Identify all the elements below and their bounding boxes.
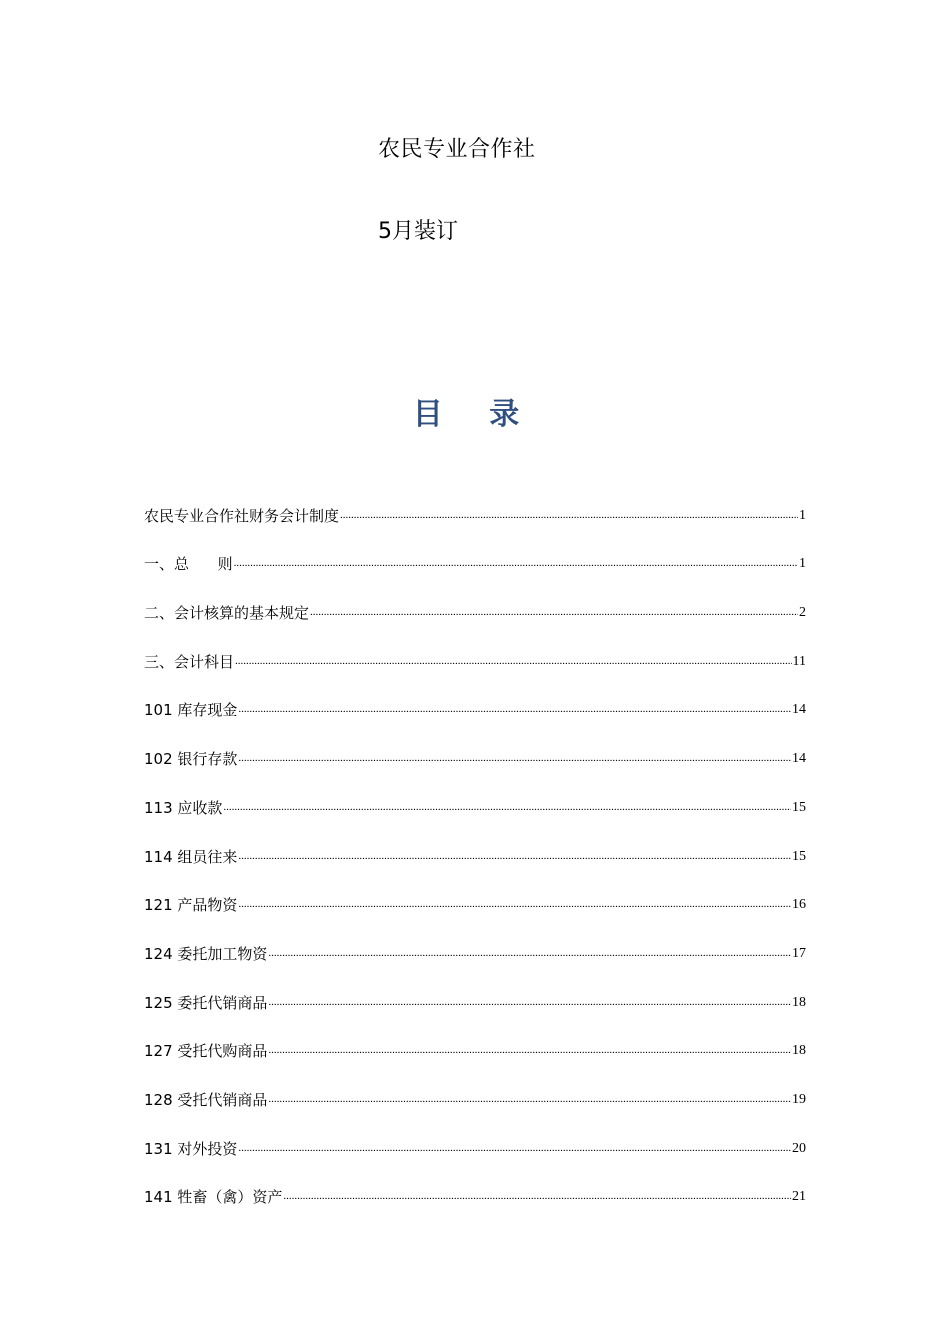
toc-leader-dots	[238, 846, 791, 866]
toc-entry-label: 113 应收款	[144, 798, 223, 817]
toc-entry-label: 101 库存现金	[144, 701, 238, 720]
toc-leader-dots	[235, 651, 792, 671]
toc-entry-page: 17	[792, 945, 806, 961]
toc-entry-label: 二、会计核算的基本规定	[144, 604, 310, 623]
toc-entry-page: 1	[799, 507, 806, 523]
toc-entry[interactable]	[144, 967, 806, 1016]
toc-leader-dots	[268, 992, 791, 1012]
toc-entry[interactable]	[144, 1064, 806, 1113]
toc-entry-page: 15	[792, 848, 806, 864]
toc-entry[interactable]	[144, 870, 806, 919]
toc-entry-page: 20	[792, 1140, 806, 1156]
toc-leader-dots	[310, 602, 798, 622]
toc-entry[interactable]	[144, 821, 806, 870]
toc-entry-page: 14	[792, 751, 806, 767]
toc-entry[interactable]	[144, 772, 806, 821]
toc-entry-page: 21	[792, 1189, 806, 1205]
toc-entry[interactable]	[144, 626, 806, 675]
toc-entry[interactable]	[144, 1113, 806, 1162]
toc-leader-dots	[268, 1040, 791, 1060]
toc-leader-dots	[268, 943, 791, 963]
toc-entry[interactable]	[144, 675, 806, 724]
toc-entry[interactable]	[144, 480, 806, 529]
toc-entry-page: 2	[799, 605, 806, 621]
toc-entry-label: 三、会计科目	[144, 652, 235, 671]
toc-entry-label: 121 产品物资	[144, 896, 238, 915]
toc-leader-dots	[223, 797, 791, 817]
toc-leader-dots	[238, 894, 791, 914]
cover-title: 农民专业合作社	[378, 137, 536, 162]
toc-entry-page: 11	[792, 653, 806, 669]
toc-entry-label: 131 对外投资	[144, 1139, 238, 1158]
toc-entry-label: 102 银行存款	[144, 750, 238, 769]
toc-entry-label: 农民专业合作社财务会计制度	[144, 506, 340, 525]
toc-entry-label: 141 牲畜（禽）资产	[144, 1188, 283, 1207]
toc-entry-label: 124 委托加工物资	[144, 944, 268, 963]
toc-leader-dots	[340, 505, 798, 525]
toc-entry[interactable]	[144, 1016, 806, 1065]
toc-entry[interactable]	[144, 529, 806, 578]
toc-entry-label: 127 受托代购商品	[144, 1042, 268, 1061]
toc-leader-dots	[234, 553, 798, 573]
toc-leader-dots	[238, 699, 791, 719]
toc-entry-label: 125 委托代销商品	[144, 993, 268, 1012]
toc-entry-label: 128 受托代销商品	[144, 1090, 268, 1109]
toc-entry[interactable]	[144, 577, 806, 626]
toc-entry[interactable]	[144, 723, 806, 772]
toc-entry[interactable]	[144, 1162, 806, 1211]
toc-entry-page: 1	[799, 556, 806, 572]
toc-entry[interactable]	[144, 918, 806, 967]
toc-entry-page: 14	[792, 702, 806, 718]
toc-leader-dots	[238, 748, 791, 768]
toc-leader-dots	[268, 1089, 791, 1109]
toc-leader-dots	[283, 1186, 791, 1206]
toc-entry-page: 15	[792, 799, 806, 815]
cover-subtitle: 5月装订	[378, 219, 458, 244]
toc-entry-label: 一、总 则	[144, 555, 233, 574]
table-of-contents	[144, 480, 806, 1210]
toc-entry-page: 19	[792, 1091, 806, 1107]
toc-entry-page: 16	[792, 897, 806, 913]
toc-entry-label: 114 组员往来	[144, 847, 238, 866]
toc-heading: 目 录	[412, 397, 538, 432]
toc-leader-dots	[238, 1138, 791, 1158]
toc-entry-page: 18	[792, 994, 806, 1010]
toc-entry-page: 18	[792, 1043, 806, 1059]
